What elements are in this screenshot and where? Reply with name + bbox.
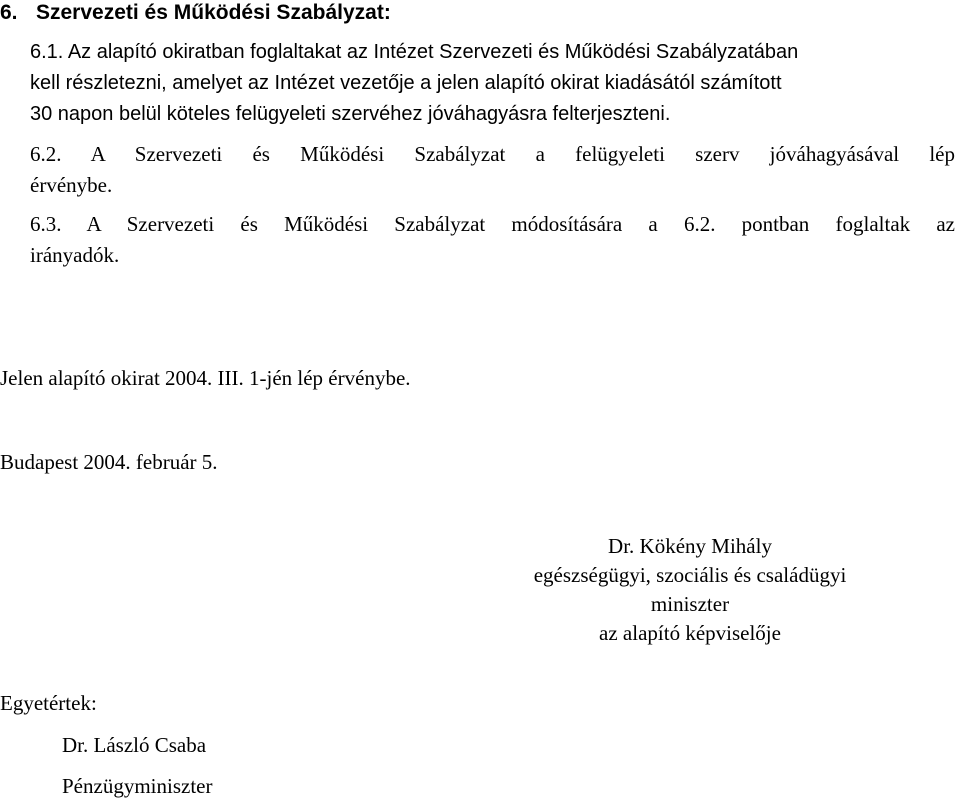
section-heading bbox=[0, 0, 391, 26]
section-title: Szervezeti és Működési Szabályzat: bbox=[36, 1, 391, 24]
signatory-block bbox=[440, 532, 940, 648]
paragraph-line: kell részletezni, amelyet az Intézet vezetője a jelen alapító okirat kiadásától számított bbox=[30, 72, 782, 94]
paragraph-line: 6.3. A Szervezeti és Működési Szabályzat módosítására a 6.2. pontban foglaltak az bbox=[30, 212, 955, 236]
paragraph-6-3 bbox=[30, 209, 955, 271]
paragraph-6-2 bbox=[30, 139, 955, 201]
signatory-role: miniszter bbox=[650, 592, 730, 616]
agreement-name: Dr. László Csaba bbox=[62, 733, 207, 757]
paragraph-line: 30 napon belül köteles felügyeleti szervéhez jóváhagyásra felterjeszteni. bbox=[30, 103, 671, 125]
signatory-role: egészségügyi, szociális és családügyi bbox=[533, 563, 847, 587]
place-date: Budapest 2004. február 5. bbox=[0, 450, 218, 474]
signatory-role: az alapító képviselője bbox=[599, 621, 781, 645]
section-number: 6. bbox=[0, 1, 18, 24]
paragraph-line: 6.2. A Szervezeti és Működési Szabályzat a felügyeleti szerv jóváhagyásával lép bbox=[30, 142, 955, 166]
paragraph-line: érvénybe. bbox=[30, 173, 113, 197]
paragraph-line: 6.1. Az alapító okiratban foglaltakat az Intézet Szervezeti és Működési Szabályzatában bbox=[30, 41, 799, 63]
agreement-title: Pénzügyminiszter bbox=[62, 774, 213, 798]
agreement-label: Egyetértek: bbox=[0, 691, 97, 715]
effective-statement: Jelen alapító okirat 2004. III. 1-jén lép érvénybe. bbox=[0, 366, 411, 390]
paragraph-line: irányadók. bbox=[30, 243, 120, 267]
signatory-name: Dr. Kökény Mihály bbox=[608, 534, 772, 558]
paragraph-6-1 bbox=[30, 37, 798, 130]
